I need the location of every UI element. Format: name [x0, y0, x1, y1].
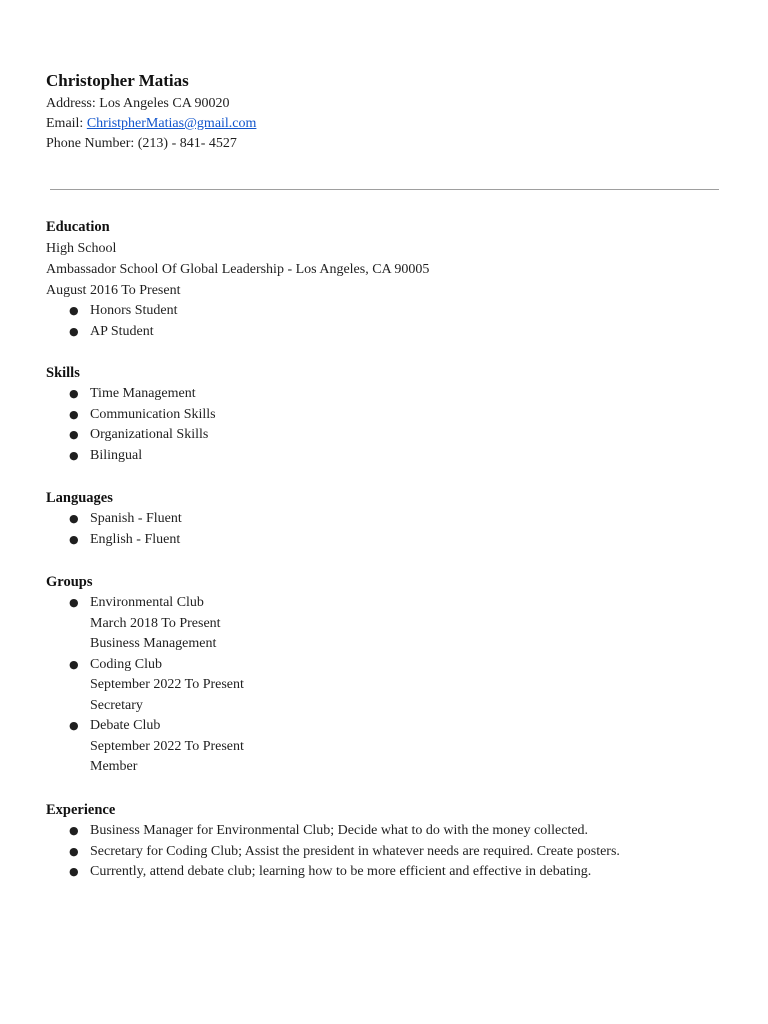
section-title-skills: Skills: [46, 365, 80, 381]
education-dates: August 2016 To Present: [46, 283, 181, 298]
list-item: [46, 425, 726, 446]
address-line: [46, 94, 726, 114]
list-item: [46, 821, 726, 842]
bullet-icon: ●: [69, 407, 79, 421]
group-dates: September 2022 To Present: [90, 738, 244, 754]
group-role: Member: [90, 759, 138, 774]
list-item-text: English - Fluent: [90, 531, 181, 547]
bullet-icon: ●: [69, 304, 79, 317]
list-item-text: Business Manager for Environmental Club; Decide what to do with the money collected.: [90, 823, 589, 838]
education-level: High School: [46, 241, 117, 256]
list-item: [46, 716, 726, 778]
email-line: [46, 114, 726, 134]
experience-list: [46, 821, 726, 883]
bullet-icon: ●: [69, 428, 79, 442]
list-item-text: Currently, attend debate club; learning how to be more efficient and effective in debating.: [90, 864, 592, 880]
email-link[interactable]: ChristpherMatias@gmail.com: [86, 116, 257, 131]
bullet-icon: ●: [69, 387, 79, 400]
horizontal-divider: [50, 189, 719, 190]
skills-section: [46, 363, 726, 467]
group-role: Business Management: [90, 636, 217, 651]
group-name: Debate Club: [90, 718, 161, 733]
list-item: [46, 301, 726, 322]
group-dates: March 2018 To Present: [90, 615, 221, 631]
phone-value: (213) - 841- 4527: [137, 136, 237, 151]
list-item: [46, 530, 726, 551]
list-item-text: Secretary for Coding Club; Assist the president in whatever needs are required. Create posters.: [90, 843, 620, 859]
group-name: Coding Club: [90, 656, 162, 672]
section-title-groups: Groups: [46, 574, 93, 590]
bullet-icon: ●: [69, 532, 79, 546]
bullet-icon: ●: [69, 657, 79, 671]
bullet-icon: ●: [69, 596, 79, 609]
list-item: [46, 446, 726, 467]
list-item-text: Bilingual: [90, 448, 143, 464]
bullet-icon: ●: [69, 824, 79, 837]
list-item-text: AP Student: [90, 323, 154, 339]
list-item: [46, 842, 726, 863]
list-item-text: Honors Student: [90, 303, 178, 318]
education-school: Ambassador School Of Global Leadership - Los Angeles, CA 90005: [46, 262, 430, 277]
list-item: [46, 655, 726, 717]
address-label: Address:: [46, 96, 96, 111]
section-title-languages: Languages: [46, 490, 113, 506]
skills-list: [46, 384, 726, 467]
education-list: [46, 301, 726, 342]
section-title-education: Education: [46, 219, 110, 235]
section-title-experience: Experience: [46, 802, 116, 818]
list-item: [46, 862, 726, 883]
bullet-icon: ●: [69, 719, 79, 732]
address-value: Los Angeles CA 90020: [99, 96, 230, 111]
list-item-text: Spanish - Fluent: [90, 511, 182, 526]
list-item-text: Organizational Skills: [90, 427, 209, 443]
list-item: [46, 322, 726, 343]
resume-header: [46, 70, 726, 154]
list-item-text: Time Management: [90, 386, 196, 401]
bullet-icon: ●: [69, 449, 79, 463]
bullet-icon: ●: [69, 865, 79, 879]
list-item: [46, 593, 726, 655]
groups-section: [46, 572, 726, 778]
list-item: [46, 384, 726, 405]
candidate-name: Christopher Matias: [46, 71, 189, 90]
list-item: [46, 509, 726, 530]
bullet-icon: ●: [69, 844, 79, 858]
group-dates: September 2022 To Present: [90, 677, 244, 692]
groups-list: [46, 593, 726, 778]
list-item: [46, 405, 726, 426]
education-section: [46, 217, 726, 342]
languages-list: [46, 509, 726, 550]
phone-line: [46, 134, 726, 154]
list-item-text: Communication Skills: [90, 406, 216, 422]
group-name: Environmental Club: [90, 595, 204, 610]
bullet-icon: ●: [69, 512, 79, 525]
phone-label: Phone Number:: [46, 136, 135, 151]
group-role: Secretary: [90, 697, 143, 713]
languages-section: [46, 488, 726, 550]
bullet-icon: ●: [69, 324, 79, 338]
experience-section: [46, 800, 726, 883]
email-label: Email:: [46, 116, 84, 131]
